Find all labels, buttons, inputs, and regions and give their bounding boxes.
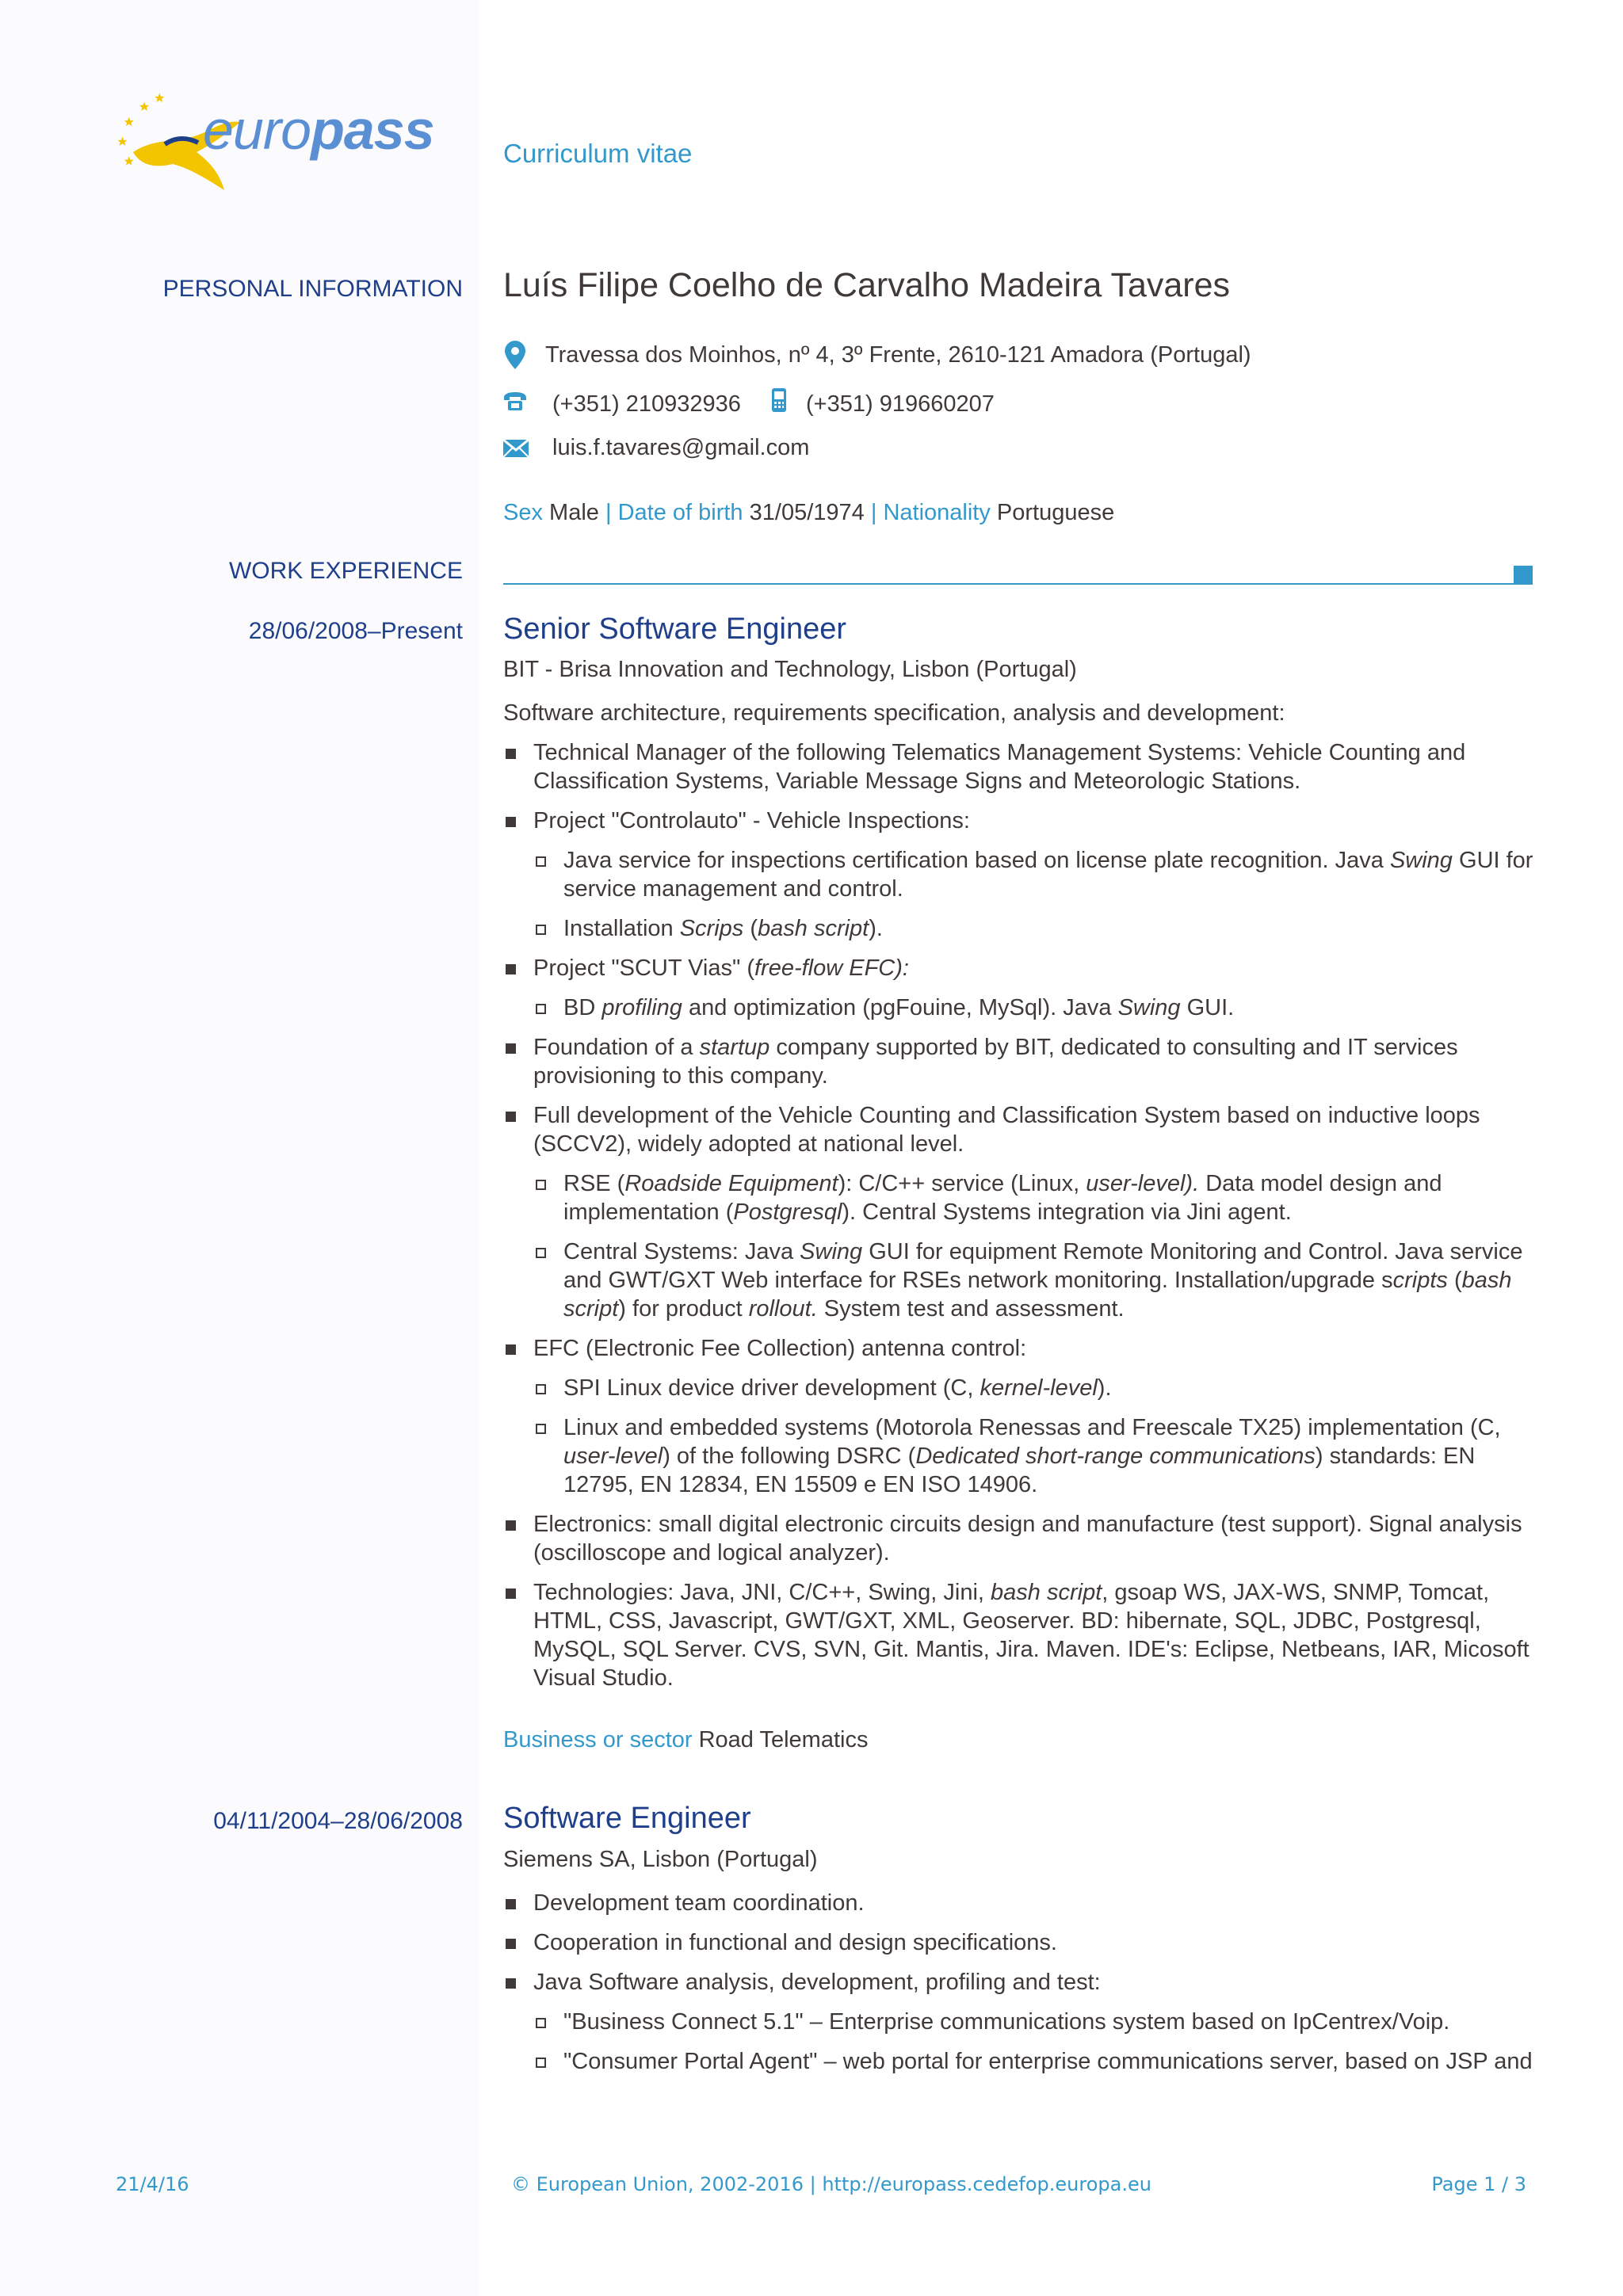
- phone-number: (+351) 210932936: [552, 391, 741, 417]
- job-title: Software Engineer: [503, 1802, 751, 1835]
- logo-word-pass: pass: [311, 99, 434, 161]
- job-dates: 04/11/2004–28/06/2008: [213, 1808, 463, 1834]
- logo-word-euro: euro: [203, 99, 311, 161]
- job-title: Senior Software Engineer: [503, 612, 847, 646]
- section-label-work-experience: WORK EXPERIENCE: [228, 558, 463, 584]
- list-item: EFC (Electronic Fee Collection) antenna control: SPI Linux device driver development (C, kernel-level). Linux and embedded systems (Motorola Renessas and Freescale TX25) implementation (C, user-level) of the following DSRC (Dedicated short-range communications) standards: EN 12795, EN 12834, EN 15509 e EN ISO 14906.: [503, 1334, 1533, 1499]
- job-employer: Siemens SA, Lisbon (Portugal): [503, 1847, 818, 1872]
- list-item: Java Software analysis, development, profiling and test: "Business Connect 5.1" – Enterprise communications system based on IpCentrex/Voip. "Consumer Portal Agent" – web portal for enterprise communications server, based on JSP and: [503, 1968, 1533, 2076]
- job-dates: 28/06/2008–Present: [248, 618, 463, 644]
- mobile-phone-icon: [771, 387, 787, 413]
- job-employer: BIT - Brisa Innovation and Technology, Lisbon (Portugal): [503, 657, 1077, 682]
- date-of-birth-value: 31/05/1974: [749, 500, 865, 525]
- nationality-label: Nationality: [883, 500, 991, 525]
- business-sector-label: Business or sector: [503, 1727, 693, 1753]
- list-item: Linux and embedded systems (Motorola Renessas and Freescale TX25) implementation (C, user-level) of the following DSRC (Dedicated short-range communications) standards: EN 12795, EN 12834, EN 15509 e EN ISO 14906.: [533, 1413, 1533, 1499]
- candidate-name: Luís Filipe Coelho de Carvalho Madeira Tavares: [503, 266, 1231, 304]
- left-column-background: [0, 0, 479, 2296]
- section-label-personal-information: PERSONAL INFORMATION: [162, 276, 463, 302]
- job-intro: Software architecture, requirements specification, analysis and development:: [503, 700, 1285, 726]
- list-item: Central Systems: Java Swing GUI for equipment Remote Monitoring and Control. Java service and GWT/GXT Web interface for RSEs network monitoring. Installation/upgrade scripts (bash script) for product rollout. System test and assessment.: [533, 1238, 1533, 1323]
- list-item: Full development of the Vehicle Counting and Classification System based on inductive loops (SCCV2), widely adopted at national level. RSE (Roadside Equipment): C/C++ service (Linux, user-level). Data model design and implementation (Postgresql). Central Systems integration via Jini agent. Central Systems: Java Swing GUI for equipment Remote Monitoring and Control. Java service and GWT/GXT Web interface for RSEs network monitoring. Installation/upgrade scripts (bash script) for product rollout. System test and assessment.: [503, 1101, 1533, 1323]
- document-title: Curriculum vitae: [503, 139, 693, 168]
- mobile-number: (+351) 919660207: [806, 391, 995, 417]
- footer-copyright[interactable]: © European Union, 2002-2016 | http://europass.cedefop.europa.eu: [511, 2173, 1151, 2195]
- nationality-value: Portuguese: [996, 500, 1115, 525]
- list-item: Cooperation in functional and design specifications.: [503, 1928, 1533, 1957]
- sex-value: Male: [549, 500, 599, 525]
- business-sector-line: [503, 1726, 868, 1754]
- list-item: Development team coordination.: [503, 1889, 1533, 1917]
- list-item: RSE (Roadside Equipment): C/C++ service (Linux, user-level). Data model design and implementation (Postgresql). Central Systems integration via Jini agent.: [533, 1169, 1533, 1226]
- section-divider-line: [503, 583, 1514, 585]
- job-responsibilities-list: [503, 1889, 1533, 2087]
- section-divider-square: [1514, 566, 1533, 585]
- address: Travessa dos Moinhos, nº 4, 3º Frente, 2610-121 Amadora (Portugal): [545, 342, 1251, 368]
- list-item: Technologies: Java, JNI, C/C++, Swing, Jini, bash script, gsoap WS, JAX-WS, SNMP, Tomcat, HTML, CSS, Javascript, GWT/GXT, XML, Geoserver. BD: hibernate, SQL, JDBC, Postgresql, MySQL, SQL Server. CVS, SVN, Git. Mantis, Jira. Maven. IDE's: Eclipse, Netbeans, IAR, Micosoft Visual Studio.: [503, 1578, 1533, 1692]
- footer-page-number: Page 1 / 3: [1431, 2173, 1526, 2195]
- email-address[interactable]: luis.f.tavares@gmail.com: [552, 435, 810, 460]
- sex-label: Sex: [503, 500, 543, 525]
- separator: |: [870, 500, 877, 525]
- location-pin-icon: [505, 341, 525, 369]
- job-responsibilities-list: [503, 738, 1533, 1703]
- list-item: SPI Linux device driver development (C, kernel-level).: [533, 1374, 1533, 1402]
- list-item: "Business Connect 5.1" – Enterprise communications system based on IpCentrex/Voip.: [533, 2008, 1533, 2036]
- list-item: Installation Scrips (bash script).: [533, 914, 1533, 943]
- date-of-birth-label: Date of birth: [617, 500, 743, 525]
- list-item: Project "SCUT Vias" (free-flow EFC): BD profiling and optimization (pgFouine, MySql). Java Swing GUI.: [503, 954, 1533, 1022]
- list-item: Foundation of a startup company supported by BIT, dedicated to consulting and IT services provisioning to this company.: [503, 1033, 1533, 1090]
- list-item: Electronics: small digital electronic circuits design and manufacture (test support). Signal analysis (oscilloscope and logical analyzer).: [503, 1510, 1533, 1567]
- list-item: Project "Controlauto" - Vehicle Inspections: Java service for inspections certification based on license plate recognition. Java Swing GUI for service management and control. Installation Scrips (bash script).: [503, 807, 1533, 943]
- list-item: Java service for inspections certification based on license plate recognition. Java Swing GUI for service management and control.: [533, 846, 1533, 903]
- personal-details-line: [503, 498, 1114, 527]
- list-item: "Consumer Portal Agent" – web portal for enterprise communications server, based on JSP and: [533, 2047, 1533, 2076]
- list-item: Technical Manager of the following Telematics Management Systems: Vehicle Counting and Classification Systems, Variable Message Signs and Meteorologic Stations.: [503, 738, 1533, 795]
- list-item: BD profiling and optimization (pgFouine, MySql). Java Swing GUI.: [533, 994, 1533, 1022]
- separator: |: [605, 500, 612, 525]
- email-envelope-icon: [502, 439, 529, 458]
- europass-logo: [109, 89, 474, 200]
- business-sector-value: Road Telematics: [698, 1727, 869, 1753]
- telephone-icon: [502, 391, 528, 412]
- footer-date: 21/4/16: [116, 2173, 189, 2195]
